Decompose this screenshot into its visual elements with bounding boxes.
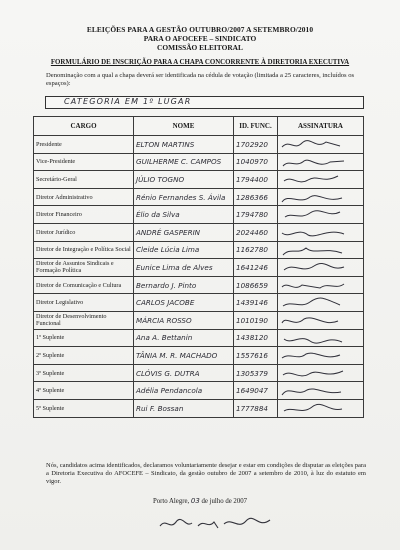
place-date	[0, 497, 400, 505]
final-signature	[158, 514, 276, 532]
handwritten-id: 1040970	[236, 157, 269, 167]
signature-scribble	[280, 278, 346, 293]
cell-nome	[134, 223, 234, 241]
place-prefix: Porto Alegre,	[152, 498, 190, 505]
header-id: ID. FUNC.	[234, 117, 278, 136]
table-row	[34, 399, 364, 417]
table-header-row	[34, 117, 364, 136]
table-row	[34, 153, 364, 171]
signature-scribble	[280, 366, 346, 381]
table-row	[34, 241, 364, 259]
cell-assinatura	[278, 206, 364, 224]
denomination-field	[45, 96, 364, 109]
cell-id	[234, 294, 278, 312]
cell-assinatura	[278, 171, 364, 189]
place-day: 03	[190, 497, 200, 505]
table-row	[34, 382, 364, 400]
cell-id	[234, 347, 278, 365]
table-row	[34, 188, 364, 206]
cell-assinatura	[278, 136, 364, 154]
handwritten-name: Rénio Fernandes S. Ávila	[136, 192, 226, 202]
table-row	[34, 223, 364, 241]
cell-nome	[134, 347, 234, 365]
candidates-table	[33, 116, 364, 418]
signature-scribble	[280, 190, 346, 205]
handwritten-id: 1794780	[236, 210, 269, 220]
signature-scribble	[280, 401, 346, 416]
cell-id	[234, 399, 278, 417]
cell-id	[234, 276, 278, 294]
signature-scribble	[280, 260, 346, 275]
handwritten-id: 1557616	[236, 350, 269, 360]
handwritten-name: Adélia Pendancola	[136, 386, 203, 396]
handwritten-id: 1286366	[236, 192, 269, 202]
cell-cargo: 3º Suplente	[34, 364, 134, 382]
signature-scribble	[280, 313, 346, 328]
cell-assinatura	[278, 399, 364, 417]
cell-id	[234, 259, 278, 277]
cell-cargo: Secretário-Geral	[34, 171, 134, 189]
cell-nome	[134, 259, 234, 277]
declaration-text: Nós, candidatos acima identificados, declaramos voluntariamente desejar e estar em condições de disputar as eleições para a Diretoria Executiva do AFOCEFE – Sindicato, da gestão outubro de 2007 a setembro de 2010, à luz do estatuto em vigor.	[46, 462, 366, 485]
handwritten-id: 1641246	[236, 262, 269, 272]
cell-id	[234, 153, 278, 171]
cell-id	[234, 223, 278, 241]
cell-cargo: Diretor de Comunicação e Cultura	[34, 276, 134, 294]
cell-cargo: 4º Suplente	[34, 382, 134, 400]
handwritten-name: Élio da Silva	[136, 210, 180, 220]
cell-id	[234, 188, 278, 206]
handwritten-id: 1010190	[236, 315, 269, 325]
signature-scribble	[280, 172, 346, 187]
signature-scribble	[280, 137, 346, 152]
cell-nome	[134, 188, 234, 206]
cell-assinatura	[278, 276, 364, 294]
cell-cargo: 2º Suplente	[34, 347, 134, 365]
handwritten-name: CLÓVIS G. DUTRA	[136, 368, 200, 378]
handwritten-id: 1305379	[236, 368, 269, 378]
cell-cargo: Diretor de Integração e Política Social	[34, 241, 134, 259]
cell-id	[234, 136, 278, 154]
cell-id	[234, 329, 278, 347]
handwritten-name: Bernardo J. Pinto	[136, 280, 197, 290]
cell-nome	[134, 382, 234, 400]
signature-scribble	[280, 383, 346, 398]
handwritten-id: 2024460	[236, 227, 269, 237]
cell-nome	[134, 171, 234, 189]
handwritten-id: 1794400	[236, 174, 269, 184]
cell-nome	[134, 153, 234, 171]
cell-assinatura	[278, 223, 364, 241]
table-row	[34, 364, 364, 382]
header-nome: NOME	[134, 117, 234, 136]
table-row	[34, 136, 364, 154]
table-row	[34, 206, 364, 224]
denomination-value: CATEGORIA EM 1º LUGAR	[64, 97, 192, 106]
cell-id	[234, 171, 278, 189]
signature-scribble	[280, 295, 346, 310]
table-row	[34, 171, 364, 189]
handwritten-name: CARLOS JACOBE	[136, 298, 195, 308]
handwritten-id: 1702920	[236, 139, 269, 149]
handwritten-name: Rui F. Bossan	[136, 403, 184, 413]
handwritten-name: JÚLIO TOGNO	[136, 174, 185, 184]
cell-nome	[134, 329, 234, 347]
cell-cargo: Diretor Jurídico	[34, 223, 134, 241]
table-row	[34, 276, 364, 294]
cell-assinatura	[278, 347, 364, 365]
cell-assinatura	[278, 153, 364, 171]
cell-cargo: Diretor Administrativo	[34, 188, 134, 206]
handwritten-name: Cleide Lúcia Lima	[136, 245, 200, 255]
handwritten-name: Ana A. Bettanin	[136, 333, 193, 343]
cell-assinatura	[278, 188, 364, 206]
table-row	[34, 311, 364, 329]
signature-scribble	[280, 225, 346, 240]
cell-nome	[134, 294, 234, 312]
cell-cargo: Diretor Financeiro	[34, 206, 134, 224]
handwritten-id: 1649047	[236, 386, 269, 396]
cell-nome	[134, 241, 234, 259]
cell-assinatura	[278, 311, 364, 329]
handwritten-name: MÁRCIA ROSSO	[136, 315, 192, 325]
form-title: FORMULÁRIO DE INSCRIÇÃO PARA A CHAPA CONCORRENTE À DIRETORIA EXECUTIVA	[50, 59, 350, 66]
signature-scribble	[280, 207, 346, 222]
cell-id	[234, 382, 278, 400]
cell-nome	[134, 276, 234, 294]
table-row	[34, 347, 364, 365]
header-assinatura: ASSINATURA	[278, 117, 364, 136]
signature-scribble	[280, 348, 346, 363]
cell-id	[234, 241, 278, 259]
cell-nome	[134, 311, 234, 329]
commission-title: COMISSÃO ELEITORAL	[157, 43, 243, 52]
cell-cargo: Diretor de Assuntos Sindicais e Formação Política	[34, 259, 134, 277]
cell-assinatura	[278, 364, 364, 382]
handwritten-name: ELTON MARTINS	[136, 139, 195, 149]
cell-assinatura	[278, 241, 364, 259]
cell-id	[234, 206, 278, 224]
signature-scribble	[280, 331, 346, 346]
handwritten-name: ANDRÉ GASPERIN	[136, 227, 201, 237]
table-row	[34, 259, 364, 277]
header-cargo: CARGO	[34, 117, 134, 136]
cell-assinatura	[278, 329, 364, 347]
cell-cargo: 1º Suplente	[34, 329, 134, 347]
table-row	[34, 329, 364, 347]
cell-cargo: Diretor de Desenvolvimento Funcional	[34, 311, 134, 329]
election-title: ELEIÇÕES PARA A GESTÃO OUTUBRO/2007 A SETEMBRO/2010	[86, 25, 314, 34]
handwritten-id: 1162780	[236, 245, 269, 255]
cell-cargo: 5º Suplente	[34, 399, 134, 417]
handwritten-name: Eunice Lima de Alves	[136, 262, 213, 272]
handwritten-name: GUILHERME C. CAMPOS	[136, 157, 222, 167]
cell-nome	[134, 399, 234, 417]
cell-cargo: Vice-Presidente	[34, 153, 134, 171]
signature-scribble	[280, 243, 346, 258]
handwritten-id: 1438120	[236, 333, 269, 343]
cell-cargo: Diretor Legislativo	[34, 294, 134, 312]
handwritten-id: 1086659	[236, 280, 269, 290]
cell-nome	[134, 364, 234, 382]
handwritten-name: TÂNIA M. R. MACHADO	[136, 350, 218, 360]
signature-scribble	[280, 155, 346, 170]
organization-title: PARA O AFOCEFE – SINDICATO	[143, 34, 257, 43]
handwritten-id: 1777884	[236, 403, 269, 413]
cell-nome	[134, 206, 234, 224]
handwritten-id: 1439146	[236, 298, 269, 308]
place-suffix: de julho de 2007	[201, 498, 248, 505]
cell-assinatura	[278, 382, 364, 400]
cell-assinatura	[278, 259, 364, 277]
cell-id	[234, 364, 278, 382]
denomination-instruction: Denominação com a qual a chapa deverá ser identificada na cédula de votação (limitada a 25 caracteres, incluídos os espaços):	[46, 72, 355, 87]
cell-nome	[134, 136, 234, 154]
cell-cargo: Presidente	[34, 136, 134, 154]
table-row	[34, 294, 364, 312]
cell-assinatura	[278, 294, 364, 312]
cell-id	[234, 311, 278, 329]
